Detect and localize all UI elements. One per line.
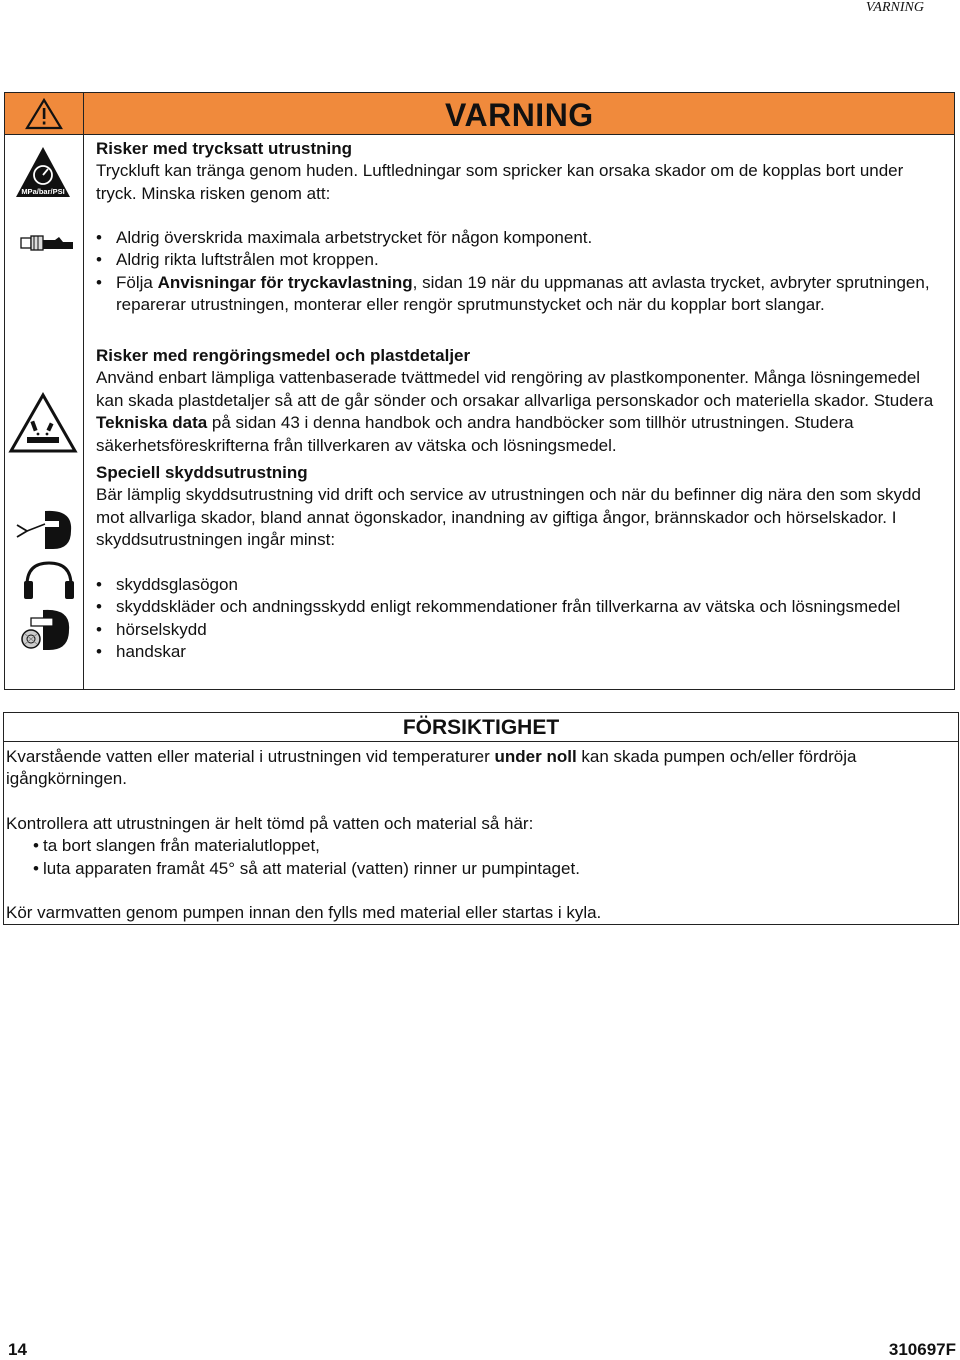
caution-box	[3, 712, 959, 925]
face-shield-icon	[5, 507, 84, 553]
cleaning-text-part: Använd enbart lämpliga vattenbaserade tvättmedel vid rengöring av plastkomponenter. Många lösningemedel kan skada plastdetaljer så att de går sönder och orsakar allvarliga personskador och materiella skador. Studera	[96, 368, 934, 410]
caution-body	[6, 746, 952, 924]
list-item: • Aldrig rikta luftstrålen mot kroppen.	[96, 249, 938, 271]
pressure-intro: Tryckluft kan tränga genom huden. Luftledningar som spricker kan orsaka skador om de kopplas bort under tryck. Minska risken genom att:	[96, 161, 904, 203]
list-item: • hörselskydd	[96, 619, 938, 641]
list-item: • luta apparaten framåt 45° så att material (vatten) rinner ur pumpintaget.	[6, 858, 952, 880]
caution-title: FÖRSIKTIGHET	[4, 713, 958, 742]
pressure-relief-ref: Anvisningar för tryckavlastning	[157, 272, 413, 292]
running-head-title: VARNING	[865, 0, 924, 15]
caution-bullet-list	[6, 835, 952, 880]
list-item: • Aldrig överskrida maximala arbetstrycket för någon komponent.	[96, 227, 938, 249]
protective-bullets-section	[96, 574, 938, 664]
bullet-text: , sidan 19 när du uppmanas att avlasta trycket, avbryter sprutningen, reparerar utrustningen, monterar eller rengör sprutmunstycket och när du kopplar bort slangar.	[116, 272, 930, 315]
list-item: • handskar	[96, 641, 938, 663]
list-item: • skyddskläder och andningsskydd enligt rekommendationer från tillverkarna av vätska och lösningsmedel	[96, 596, 938, 618]
protective-section	[96, 462, 938, 552]
hose-fitting-icon	[5, 232, 84, 256]
cleaning-text-part: på sidan 43 i denna handbok och andra handböcker som tillhör utrustningen. Studera säkerhetsföreskrifterna från tillverkaren av vätska och lösningsmedel.	[96, 413, 854, 455]
hazard-icon-column	[5, 134, 84, 689]
technical-data-ref: Tekniska data	[96, 413, 208, 433]
cleaning-heading: Risker med rengöringsmedel och plastdetaljer	[96, 346, 471, 365]
warning-box	[4, 92, 955, 690]
pressure-bullet-list	[96, 227, 938, 317]
pressure-bullets-section	[96, 227, 938, 317]
page-number: 14	[8, 1340, 27, 1359]
cleaning-text	[96, 367, 938, 457]
bullet-text: Följa	[116, 272, 158, 292]
list-item: • ta bort slangen från materialutloppet,	[6, 835, 952, 857]
caution-text-part: Kvarstående vatten eller material i utrustningen vid temperaturer	[6, 747, 495, 766]
document-number: 310697F	[888, 1340, 956, 1359]
caution-text-part: kan skada pumpen och/eller fördröja igångkörningen.	[6, 747, 857, 789]
warning-header	[5, 93, 954, 135]
list-item	[96, 272, 938, 317]
header-icon-cell	[5, 93, 84, 134]
gauge-unit-label: MPa/bar/PSI	[21, 187, 65, 196]
respirator-icon	[5, 606, 84, 656]
protective-heading: Speciell skyddsutrustning	[96, 463, 308, 482]
caution-paragraph: Kontrollera att utrustningen är helt tömd på vatten och material så här:	[6, 813, 534, 833]
pressure-heading: Risker med trycksatt utrustning	[96, 139, 353, 158]
list-item: • skyddsglasögon	[96, 574, 938, 596]
pressure-section	[96, 138, 938, 205]
ear-protection-icon	[5, 557, 84, 603]
caution-paragraph: Kör varmvatten genom pumpen innan den fylls med material eller startas i kyla.	[6, 903, 602, 923]
chemical-hazard-icon	[5, 391, 84, 457]
caution-paragraph	[6, 746, 952, 791]
pressure-gauge-icon	[5, 145, 84, 205]
protective-text: Bär lämplig skyddsutrustning vid drift och service av utrustningen och när du befinner dig nära den som skydd mot allvarliga skador, bland annat ögonskador, inandning av giftiga ångor, brännskador och hörselskador. I skyddsutrustningen ingår minst:	[96, 485, 921, 550]
warning-title: VARNING	[445, 97, 594, 133]
cleaning-section	[96, 345, 938, 457]
caution-emphasis: under noll	[494, 747, 577, 766]
protective-bullet-list	[96, 574, 938, 664]
warning-triangle-icon	[5, 93, 84, 134]
